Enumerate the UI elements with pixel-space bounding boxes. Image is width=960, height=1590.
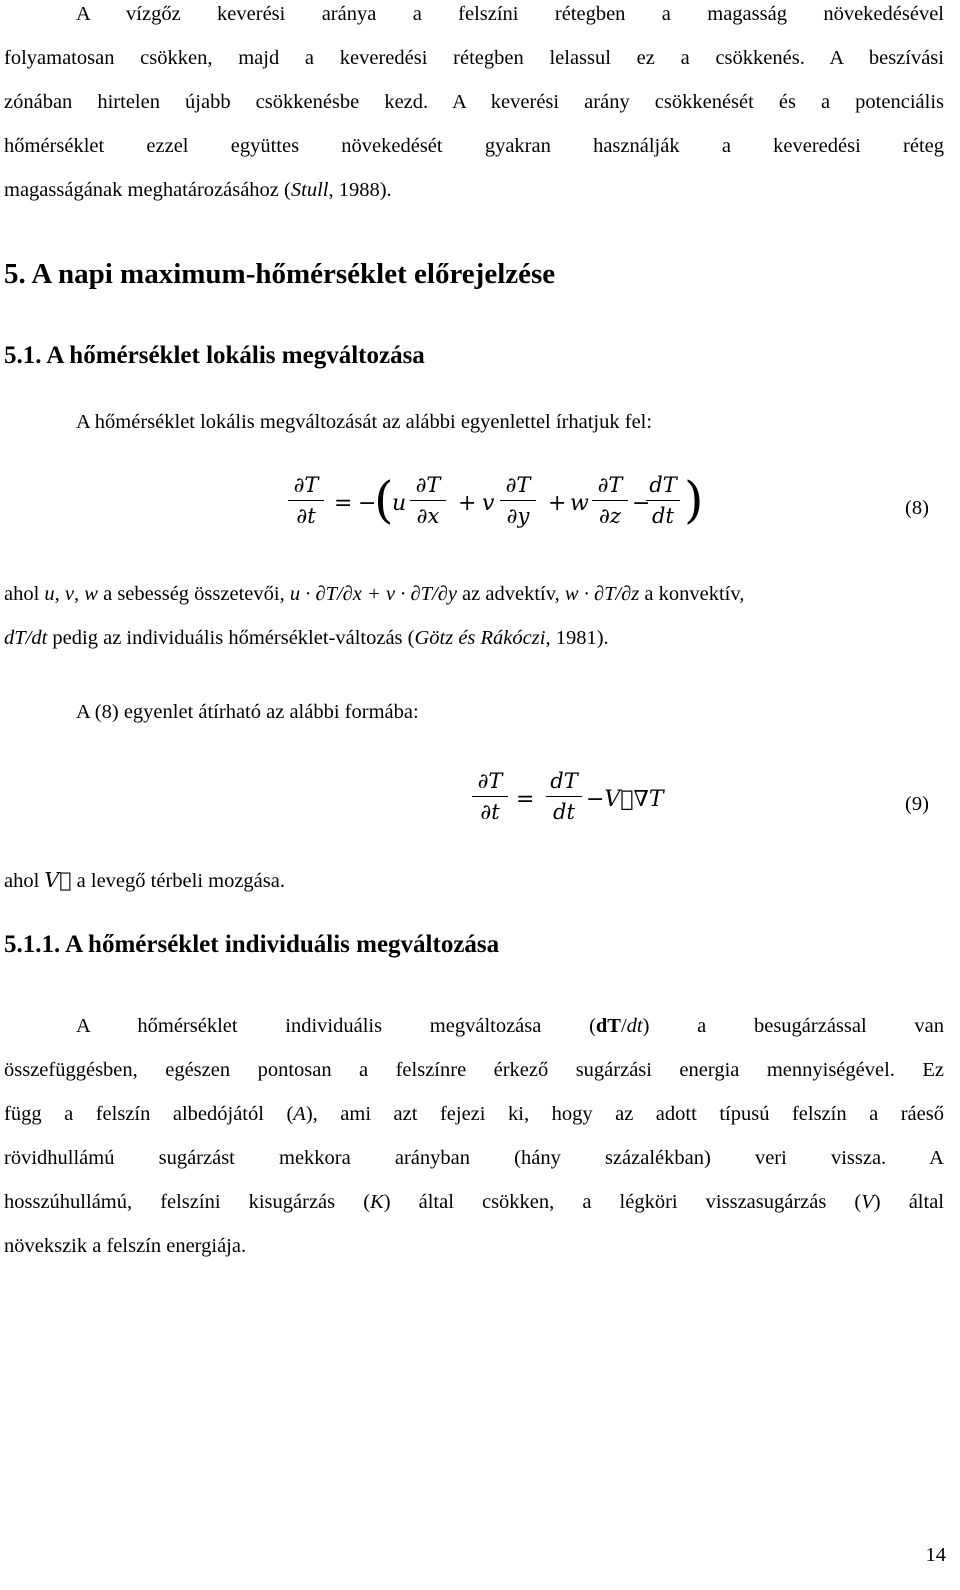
eq8-minus-2: −	[632, 491, 651, 516]
eq8-dTdz-fraction: ∂T ∂z	[592, 472, 628, 529]
eq8-dTdx-fraction: ∂T ∂x	[410, 472, 446, 529]
eq8-dTdy-fraction: ∂T ∂y	[500, 472, 536, 529]
section-heading: 5. A napi maximum-hőmérséklet előrejelzése	[4, 258, 556, 290]
eq9-explanation: ahol V⃗ a levegő térbeli mozgása.	[4, 868, 285, 892]
body-line-1: A hőmérséklet individuális megváltozása (dT/dt) a besugárzással van	[76, 1015, 944, 1037]
eq8-label: (8)	[905, 497, 929, 519]
body-line-5: hosszúhullámú, felszíni kisugárzás (K) által csökken, a légköri visszasugárzás (V) által	[4, 1191, 944, 1213]
citation-year: , 1988).	[328, 179, 392, 201]
advective-term: u · ∂T/∂x + v · ∂T/∂y	[289, 583, 457, 605]
eq8-equals: =	[334, 491, 353, 516]
convective-term: w · ∂T/∂z	[564, 583, 640, 605]
eq8-plus-2: +	[548, 491, 567, 516]
page-number: 14	[925, 1544, 946, 1566]
eq9-intro: A (8) egyenlet átírható az alábbi formába:	[76, 701, 419, 723]
eq9-equals: =	[516, 787, 535, 812]
eq8-left-paren: (	[374, 471, 394, 529]
eq8-u: u	[392, 491, 407, 516]
eq8-minus: −	[358, 491, 377, 516]
individual-term: dT/dt	[4, 627, 48, 649]
eq8-explanation-line-2: dT/dt pedig az individuális hőmérséklet-változás (Götz és Rákóczi, 1981).	[4, 627, 609, 649]
eq9-rhs-fraction: dT dt	[546, 768, 582, 825]
eq8-explanation-line-1: ahol u, v, w a sebesség összetevői, u · ∂T/∂x + v · ∂T/∂y az advektív, w · ∂T/∂z a konvektív,	[4, 583, 745, 605]
citation-authors: Götz és Rákóczi	[414, 627, 546, 649]
eq9-advection-term: −V⃗∇T	[586, 787, 664, 812]
subsection-heading: 5.1. A hőmérséklet lokális megváltozása	[4, 342, 425, 369]
fraction-bar	[288, 500, 324, 501]
intro-line-5	[4, 176, 392, 204]
intro-line-2: folyamatosan csökken, majd a keveredési rétegben lelassul ez a csökkenés. A beszívási	[4, 47, 944, 69]
eq8-lhs-num: ∂T	[293, 473, 319, 497]
intro-line-1: A vízgőz keverési aránya a felszíni rétegben a magasság növekedésével	[76, 3, 944, 25]
eq8-lhs-den: ∂t	[296, 504, 316, 528]
intro-line-4: hőmérséklet ezzel együttes növekedését gyakran használják a keveredési réteg	[4, 135, 944, 157]
eq8-w: w	[570, 491, 589, 516]
intro-line-5-text: magasságának meghatározásához (	[4, 179, 291, 201]
eq8-dTdt-fraction: dT dt	[646, 472, 680, 529]
body-line-6: növekszik a felszín energiája.	[4, 1235, 247, 1257]
eq9-lhs-fraction: ∂T ∂t	[472, 768, 508, 825]
eq8-lhs-fraction	[288, 472, 324, 529]
eq8-v: v	[482, 491, 495, 516]
body-line-2: összefüggésben, egészen pontosan a felszínre érkező sugárzási energia mennyiségével. Ez	[4, 1059, 944, 1081]
eq9-label: (9)	[905, 793, 929, 815]
intro-line-3: zónában hirtelen újabb csökkenésbe kezd. A keverési arány csökkenését és a potenciális	[4, 91, 944, 113]
eq8-plus-1: +	[458, 491, 477, 516]
velocity-vector: V⃗	[44, 868, 72, 892]
eq8-right-paren: )	[684, 471, 704, 529]
subsubsection-heading: 5.1.1. A hőmérséklet individuális megváltozása	[4, 931, 500, 958]
subsection-intro: A hőmérséklet lokális megváltozását az alábbi egyenlettel írhatjuk fel:	[76, 411, 653, 433]
body-line-3: függ a felszín albedójától (A), ami azt fejezi ki, hogy az adott típusú felszín a ráeső	[4, 1103, 944, 1125]
citation-author: Stull	[290, 179, 329, 201]
body-line-4: rövidhullámú sugárzást mekkora arányban (hány százalékban) veri vissza. A	[4, 1147, 944, 1169]
